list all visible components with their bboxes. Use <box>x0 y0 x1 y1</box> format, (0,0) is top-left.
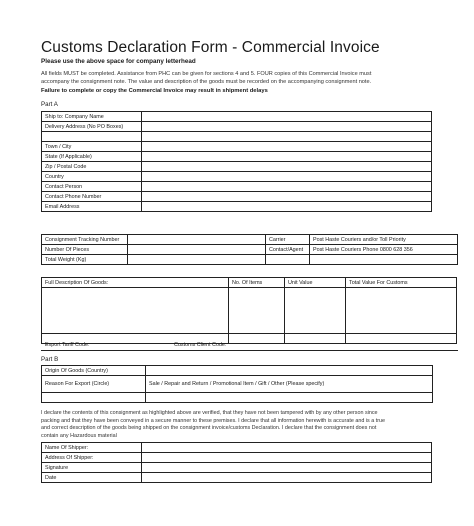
field-label: Contact/Agent <box>266 245 310 255</box>
part-a-table <box>41 111 432 212</box>
field-input[interactable] <box>142 172 432 182</box>
table-row <box>42 112 432 122</box>
field-input[interactable] <box>142 112 432 122</box>
signoff-table <box>41 442 432 483</box>
field-label: Consignment Tracking Number <box>42 235 128 245</box>
page-title: Customs Declaration Form - Commercial Invoice <box>41 39 380 56</box>
goods-table <box>41 277 457 344</box>
table-row <box>42 172 432 182</box>
field-input[interactable] <box>142 122 432 132</box>
field-input[interactable] <box>142 142 432 152</box>
table-row <box>42 152 432 162</box>
table-row <box>42 122 432 132</box>
field-label: Total Value For Customs <box>346 278 457 288</box>
intro-text <box>41 70 441 86</box>
signature-input[interactable] <box>142 463 432 473</box>
field-input[interactable] <box>142 202 432 212</box>
declaration-line: I declare the contents of this consignment as highlighted above are verified, that they have not been tampered with by any other person since <box>41 410 378 416</box>
part-b-table <box>41 365 433 403</box>
table-row <box>42 473 432 483</box>
weight-input[interactable] <box>128 255 266 265</box>
field-label: Total Weight (Kg) <box>42 255 128 265</box>
field-label: Full Description Of Goods: <box>42 278 229 288</box>
field-input[interactable] <box>142 132 432 142</box>
field-input[interactable] <box>42 393 146 403</box>
table-row <box>42 245 458 255</box>
table-row <box>42 278 457 288</box>
field-label: Unit Value <box>285 278 346 288</box>
table-row <box>42 192 432 202</box>
field-label: Ship to: Company Name <box>42 112 142 122</box>
field-label: Contact Person <box>42 182 142 192</box>
contact-value: Post Haste Couriers Phone 0800 628 356 <box>310 245 458 255</box>
table-row <box>42 235 458 245</box>
field-label: Email Address <box>42 202 142 212</box>
reason-options[interactable]: Sale / Repair and Return / Promotional Item / Gift / Other (Please specify) <box>146 376 433 393</box>
field-input[interactable] <box>142 152 432 162</box>
field-label: No. Of Items <box>229 278 285 288</box>
field-label: Name Of Shipper: <box>42 443 142 453</box>
field-label <box>42 132 142 142</box>
declaration-text <box>41 410 436 440</box>
tracking-number-input[interactable] <box>128 235 266 245</box>
table-row <box>42 334 457 344</box>
pieces-input[interactable] <box>128 245 266 255</box>
field-input[interactable] <box>346 334 457 344</box>
date-input[interactable] <box>142 473 432 483</box>
field-input[interactable] <box>310 255 458 265</box>
unit-value-input[interactable] <box>285 288 346 334</box>
table-row <box>42 366 433 376</box>
export-tariff-label: Export Tariff Code: <box>45 342 90 348</box>
field-label: Delivery Address (No PO Boxes) <box>42 122 142 132</box>
table-row <box>42 463 432 473</box>
field-label: Reason For Export (Circle) <box>42 376 146 393</box>
field-input[interactable] <box>146 393 433 403</box>
field-input[interactable] <box>285 334 346 344</box>
table-row <box>42 182 432 192</box>
field-input[interactable] <box>142 162 432 172</box>
table-row <box>42 142 432 152</box>
customs-client-code-label: Customs Client Code: <box>174 342 227 348</box>
field-label: Address Of Shipper: <box>42 453 142 463</box>
table-row <box>42 393 433 403</box>
table-row <box>42 376 433 393</box>
warning-text: Failure to complete or copy the Commercial Invoice may result in shipment delays <box>41 88 268 94</box>
letterhead-note: Please use the above space for company letterhead <box>41 58 196 65</box>
field-label: Country <box>42 172 142 182</box>
items-input[interactable] <box>229 288 285 334</box>
goods-description-input[interactable] <box>42 288 229 334</box>
declaration-line: and correct description of the goods being shipped on the consignment invoice/customs Declaration. I declare that the consignment does not <box>41 425 377 432</box>
table-row <box>42 202 432 212</box>
field-label: State (If Applicable) <box>42 152 142 162</box>
part-b-label: Part B <box>41 356 59 363</box>
field-label: Origin Of Goods (Country) <box>42 366 146 376</box>
intro-line: accompany the consignment note. The value and description of the goods must be recorded on the accompanying consignment note. <box>41 79 372 85</box>
shipper-name-input[interactable] <box>142 443 432 453</box>
divider <box>41 350 458 351</box>
field-input[interactable] <box>229 334 285 344</box>
field-label: Date <box>42 473 142 483</box>
table-row <box>42 288 457 334</box>
field-label <box>266 255 310 265</box>
total-value-input[interactable] <box>346 288 457 334</box>
declaration-line: contain any Hazardous material <box>41 432 117 439</box>
field-label: Contact Phone Number <box>42 192 142 202</box>
field-input[interactable] <box>142 182 432 192</box>
consignment-table <box>41 234 458 265</box>
carrier-value: Post Haste Couriers and/or Toll Priority <box>310 235 458 245</box>
table-row <box>42 453 432 463</box>
declaration-line: packing and that they have been conveyed in a secure manner to these premises. I declare that all information herewith is accurate and is a true <box>41 417 386 424</box>
table-row <box>42 132 432 142</box>
field-label: Number Of Pieces <box>42 245 128 255</box>
field-input[interactable] <box>142 192 432 202</box>
field-label: Carrier <box>266 235 310 245</box>
intro-line: All fields MUST be completed. Assistance from PHC can be given for sections 4 and 5. FOUR copies of this Commercial Invoice must <box>41 71 372 77</box>
part-a-label: Part A <box>41 101 58 108</box>
field-label: Zip / Postal Code <box>42 162 142 172</box>
shipper-address-input[interactable] <box>142 453 432 463</box>
field-label: Town / City <box>42 142 142 152</box>
field-label: Signature <box>42 463 142 473</box>
table-row <box>42 162 432 172</box>
origin-input[interactable] <box>146 366 433 376</box>
table-row <box>42 443 432 453</box>
table-row <box>42 255 458 265</box>
